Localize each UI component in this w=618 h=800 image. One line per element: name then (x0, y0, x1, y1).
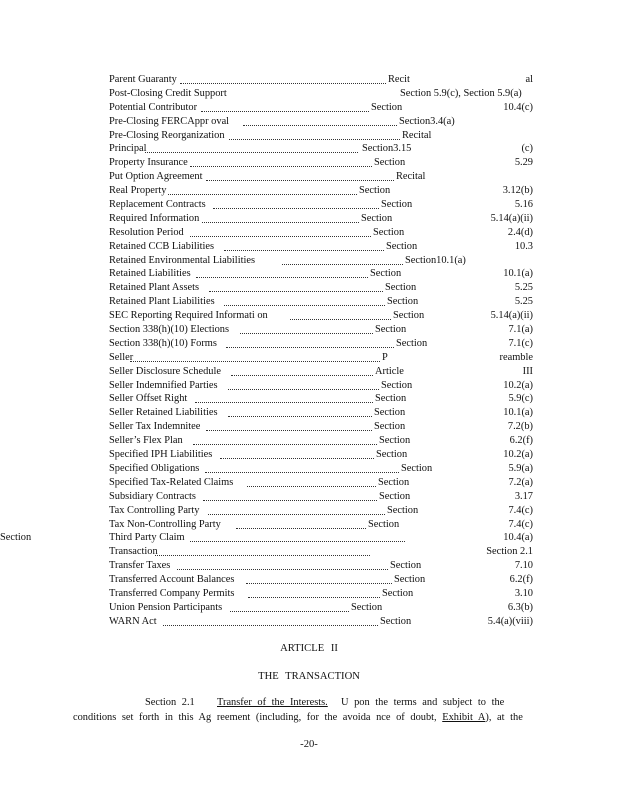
index-reference: Section (351, 601, 383, 613)
index-section-number: 3.12(b) (502, 185, 533, 197)
index-reference: Section (396, 337, 428, 349)
index-section-number: 6.3(b) (507, 601, 533, 613)
index-reference: Section (380, 615, 412, 627)
index-term: Property Insurance (109, 157, 188, 169)
index-section-number: 7.1(a) (508, 324, 533, 336)
dot-leader (224, 250, 384, 251)
index-term: Retained Plant Liabilities (109, 296, 215, 308)
index-term: Put Option Agreement (109, 171, 203, 183)
index-entry (0, 184, 618, 198)
index-section-number: 5.9(a) (508, 462, 533, 474)
index-entry (0, 462, 618, 476)
dot-leader (203, 500, 377, 501)
index-term: Seller Indemnified Parties (109, 379, 218, 391)
index-term: Specified Obligations (109, 462, 200, 474)
index-section-number: (c) (521, 143, 533, 155)
index-reference: Recital (402, 129, 432, 141)
dot-leader (155, 555, 370, 556)
dot-leader (190, 236, 371, 237)
index-term: Transaction (109, 546, 158, 558)
index-reference: Section (368, 518, 400, 530)
index-term: Pre-Closing FERCAppr oval (109, 115, 230, 127)
index-entry (0, 504, 618, 518)
index-reference: Section (373, 226, 405, 238)
index-term: Retained Plant Assets (109, 282, 200, 294)
dot-leader (168, 194, 357, 195)
index-reference: Section10.1(a) (405, 254, 466, 266)
index-term: Parent Guaranty (109, 74, 177, 85)
section-2-1-title: Transfer of the Interests. (217, 697, 328, 708)
index-term: Tax Controlling Party (109, 504, 200, 516)
index-entry (0, 531, 618, 545)
index-entry (0, 379, 618, 393)
index-section-number: 10.2(a) (503, 449, 533, 461)
index-reference: Section (385, 282, 417, 294)
dot-leader (193, 444, 377, 445)
index-entry (0, 101, 618, 115)
dot-leader (209, 291, 383, 292)
dot-leader (290, 319, 391, 320)
dot-leader (190, 166, 372, 167)
index-entry (0, 73, 618, 87)
index-reference: Section (381, 199, 413, 211)
index-reference: Section (379, 435, 411, 447)
index-entry (0, 545, 618, 559)
dot-leader (130, 361, 380, 362)
section-2-1-line-2-end: ), at the (485, 712, 523, 723)
dot-leader (229, 139, 400, 140)
index-entry (0, 559, 618, 573)
index-term: Specified IPH Liabilities (109, 449, 213, 461)
index-entry (0, 490, 618, 504)
index-entry (0, 226, 618, 240)
index-term: Subsidiary Contracts (109, 490, 196, 502)
index-term: Tax Non-Controlling Party (109, 518, 221, 530)
index-term: Seller Disclosure Schedule (109, 365, 221, 377)
index-entry (0, 170, 618, 184)
dot-leader (248, 597, 380, 598)
dot-leader (246, 583, 392, 584)
index-reference: Section3.15 (362, 143, 412, 155)
index-entry (0, 434, 618, 448)
index-reference: Section (371, 101, 403, 113)
dot-leader (202, 222, 359, 223)
index-reference: P (382, 351, 388, 363)
index-term: Pre-Closing Reorganization (109, 129, 225, 141)
index-entry (0, 448, 618, 462)
index-reference: Section (386, 240, 418, 252)
index-section-number: 7.2(b) (507, 421, 533, 433)
index-section-number: reamble (499, 351, 533, 363)
dot-leader (220, 458, 374, 459)
index-term: Replacement Contracts (109, 199, 206, 211)
index-entry (0, 337, 618, 351)
index-term: Potential Contributor (109, 101, 198, 113)
index-term: Seller Tax Indemnitee (109, 421, 201, 433)
dot-leader (247, 486, 376, 487)
index-term: Section 338(h)(10) Forms (109, 337, 217, 349)
index-entry (0, 254, 618, 268)
index-term: Resolution Period (109, 226, 184, 238)
dot-leader (213, 208, 379, 209)
index-section-number: 5.16 (514, 199, 533, 211)
index-section-number: 5.4(a)(viii) (487, 615, 533, 627)
article-heading: ARTICLE II (280, 643, 338, 654)
index-section-number: 5.9(c) (508, 393, 533, 405)
index-reference: Section (387, 504, 419, 516)
dot-leader (240, 333, 373, 334)
index-term: Seller Retained Liabilities (109, 407, 218, 419)
index-reference: Section 5.9(c), Section 5.9(a) (400, 87, 522, 99)
index-section-number: al (525, 74, 533, 85)
dot-leader (177, 569, 388, 570)
index-section-number: 10.3 (514, 240, 533, 252)
index-term: Specified Tax-Related Claims (109, 476, 234, 488)
dot-leader (180, 83, 386, 84)
index-entry (0, 129, 618, 143)
index-section-number: 7.4(c) (508, 518, 533, 530)
index-reference: Section (374, 407, 406, 419)
dot-leader (206, 430, 372, 431)
index-entry (0, 281, 618, 295)
section-2-1-line-2-text: conditions set forth in this Ag reement (including, for the avoida nce of doubt, (73, 712, 443, 723)
index-entry (0, 323, 618, 337)
index-term: Third Party Claim (109, 532, 185, 544)
index-reference: Section (387, 296, 419, 308)
dot-leader (226, 347, 394, 348)
index-reference: Section (390, 560, 422, 572)
index-reference: Section (378, 476, 410, 488)
dot-leader (231, 375, 373, 376)
index-reference: Section (375, 324, 407, 336)
dot-leader (228, 389, 379, 390)
index-entry (0, 198, 618, 212)
page-number: -20- (300, 739, 318, 750)
index-reference: Section (376, 449, 408, 461)
index-reference: Section (361, 212, 393, 224)
index-term: Real Property (109, 185, 167, 197)
index-reference: Section (381, 379, 413, 391)
index-section-number: 5.25 (514, 282, 533, 294)
index-term: Retained Environmental Liabilities (109, 254, 256, 266)
dot-leader (145, 152, 358, 153)
index-section-number: 7.1(c) (508, 337, 533, 349)
dot-leader (201, 111, 369, 112)
index-term: Principal (109, 143, 147, 155)
index-entry (0, 406, 618, 420)
index-entry (0, 87, 618, 101)
index-section-number: 5.29 (514, 157, 533, 169)
index-term: Seller (109, 351, 134, 363)
index-entry (0, 267, 618, 281)
index-section-number: 7.2(a) (508, 476, 533, 488)
index-term: Section 338(h)(10) Elections (109, 324, 230, 336)
exhibit-a-link: Exhibit A (442, 712, 486, 723)
index-term: Union Pension Participants (109, 601, 223, 613)
index-reference: Section (394, 574, 426, 586)
defined-terms-index (0, 73, 618, 629)
index-entry (0, 420, 618, 434)
index-entry (0, 351, 618, 365)
dot-leader (243, 125, 397, 126)
dot-leader (195, 402, 373, 403)
index-term: WARN Act (109, 615, 157, 627)
index-entry (0, 142, 618, 156)
index-reference: Section3.4(a) (399, 115, 455, 127)
index-entry (0, 115, 618, 129)
index-entry (0, 587, 618, 601)
index-reference: Section (374, 157, 406, 169)
index-entry (0, 240, 618, 254)
index-section-number: 10.4(a) (503, 532, 533, 544)
index-term: Transferred Account Balances (109, 574, 235, 586)
index-reference: Section (379, 490, 411, 502)
index-reference: Section (0, 532, 32, 544)
dot-leader (205, 472, 399, 473)
index-section-number: 6.2(f) (509, 435, 533, 447)
section-2-1-line-2 (73, 712, 523, 723)
index-entry (0, 601, 618, 615)
index-reference: Section (393, 310, 425, 322)
dot-leader (236, 528, 366, 529)
index-entry (0, 212, 618, 226)
index-term: Required Information (109, 212, 200, 224)
index-entry (0, 309, 618, 323)
index-reference: Section (401, 462, 433, 474)
index-entry (0, 392, 618, 406)
dot-leader (228, 416, 372, 417)
index-section-number: Section 2.1 (486, 546, 533, 558)
index-section-number: 10.1(a) (503, 268, 533, 280)
index-entry (0, 295, 618, 309)
index-entry (0, 476, 618, 490)
index-term: Seller’s Flex Plan (109, 435, 183, 447)
index-reference: Article (375, 365, 404, 377)
index-term: Retained Liabilities (109, 268, 191, 280)
dot-leader (224, 305, 385, 306)
article-subheading: THE TRANSACTION (258, 671, 360, 682)
index-entry (0, 365, 618, 379)
index-term: SEC Reporting Required Informati on (109, 310, 268, 322)
index-section-number: 3.10 (514, 587, 533, 599)
index-reference: Recit (388, 74, 410, 85)
index-entry (0, 615, 618, 629)
index-section-number: 10.4(c) (503, 101, 533, 113)
index-section-number: 5.14(a)(ii) (490, 310, 533, 322)
index-term: Transfer Taxes (109, 560, 171, 572)
dot-leader (206, 180, 394, 181)
index-entry (0, 518, 618, 532)
index-section-number: 3.17 (514, 490, 533, 502)
index-term: Retained CCB Liabilities (109, 240, 215, 252)
index-section-number: 10.2(a) (503, 379, 533, 391)
dot-leader (230, 611, 349, 612)
index-reference: Section (374, 421, 406, 433)
index-reference: Section (359, 185, 391, 197)
index-entry (0, 156, 618, 170)
index-section-number: 6.2(f) (509, 574, 533, 586)
index-section-number: 5.14(a)(ii) (490, 212, 533, 224)
index-section-number: III (522, 365, 533, 377)
dot-leader (196, 277, 368, 278)
index-term: Post-Closing Credit Support (109, 87, 227, 99)
index-entry (0, 573, 618, 587)
dot-leader (208, 514, 385, 515)
index-section-number: 7.10 (514, 560, 533, 572)
index-term: Seller Offset Right (109, 393, 188, 405)
index-section-number: 2.4(d) (507, 226, 533, 238)
index-section-number: 10.1(a) (503, 407, 533, 419)
index-reference: Section (382, 587, 414, 599)
section-2-1-number: Section 2.1 (145, 697, 195, 708)
section-2-1-line-1: U pon the terms and subject to the (341, 697, 505, 708)
index-reference: Recital (396, 171, 426, 183)
index-reference: Section (370, 268, 402, 280)
dot-leader (282, 264, 403, 265)
index-section-number: 7.4(c) (508, 504, 533, 516)
dot-leader (163, 625, 378, 626)
index-term: Transferred Company Permits (109, 587, 235, 599)
dot-leader (190, 541, 405, 542)
index-reference: Section (375, 393, 407, 405)
index-section-number: 5.25 (514, 296, 533, 308)
